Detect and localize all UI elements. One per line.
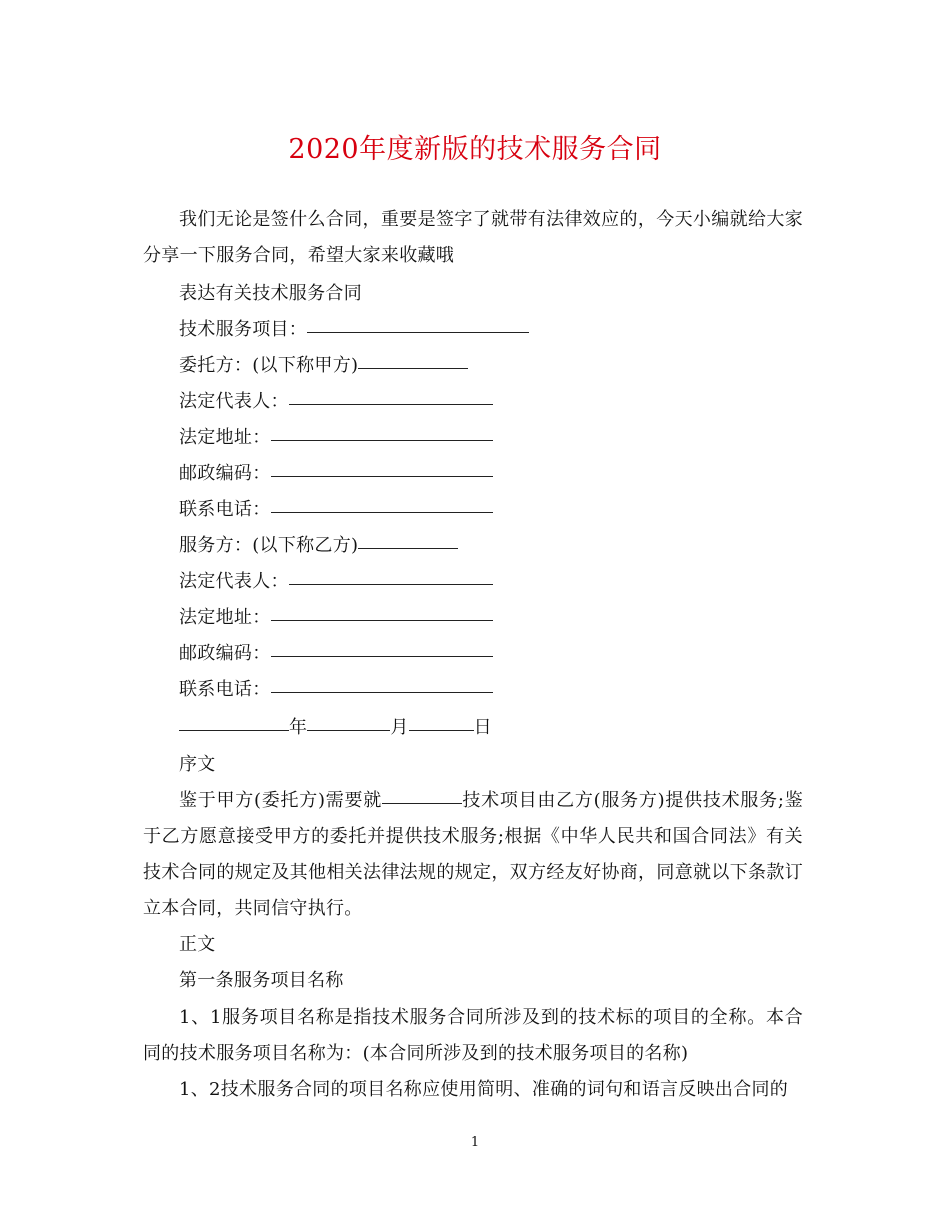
preface-heading: 序文: [179, 754, 216, 775]
section-heading: 表达有关技术服务合同: [179, 283, 362, 304]
field-label: 技术服务项目：: [179, 319, 308, 340]
body-heading: 正文: [179, 934, 216, 955]
project-blank: [382, 781, 462, 804]
blank-line: [271, 634, 493, 657]
field-label: 法定代表人：: [179, 571, 289, 592]
field-party-a-postcode: [179, 456, 493, 492]
field-service-project: [179, 312, 529, 348]
page-number: 1: [470, 1135, 480, 1150]
field-label: 邮政编码：: [179, 463, 271, 484]
blank-line: [271, 670, 493, 693]
preface-text-rest: 技术项目由乙方(服务方)提供技术服务;鉴于乙方愿意接受甲方的委托并提供技术服务;根据《中华人民共和国合同法》有关技术合同的规定及其他相关法律法规的规定，双方经友好协商，同意就以下条款订立本合同，共同信守执行。: [143, 790, 803, 919]
preface-text-start: 鉴于甲方(委托方)需要就: [179, 790, 382, 811]
field-label: 服务方：(以下称乙方): [179, 535, 359, 556]
field-party-b-phone: [179, 672, 493, 708]
intro-paragraph: 我们无论是签什么合同，重要是签字了就带有法律效应的，今天小编就给大家分享一下服务合同，希望大家来收藏哦: [143, 209, 803, 266]
clause-1-2: 1、2技术服务合同的项目名称应使用简明、准确的词句和语言反映出合同的: [179, 1079, 789, 1100]
blank-line: [271, 454, 493, 477]
clause-1-1: 1、1服务项目名称是指技术服务合同所涉及到的技术标的项目的全称。本合同的技术服务项目名称为：(本合同所涉及到的技术服务项目的名称): [143, 1007, 803, 1064]
blank-line: [358, 346, 468, 369]
blank-line: [271, 490, 493, 513]
blank-line: [358, 526, 458, 549]
day-blank: [409, 708, 474, 731]
article-1-heading: 第一条服务项目名称: [179, 970, 344, 991]
day-label: 日: [473, 717, 492, 738]
field-party-a: [179, 348, 468, 384]
field-label: 联系电话：: [179, 679, 271, 700]
field-party-a-address: [179, 420, 493, 456]
blank-line: [289, 562, 493, 585]
field-party-a-representative: [179, 384, 493, 420]
document-title: 2020年度新版的技术服务合同: [288, 134, 662, 165]
blank-line: [289, 382, 493, 405]
field-label: 法定地址：: [179, 427, 271, 448]
field-party-a-phone: [179, 492, 493, 528]
field-label: 联系电话：: [179, 499, 271, 520]
year-blank: [179, 708, 289, 731]
field-party-b: [179, 528, 458, 564]
month-blank: [307, 708, 390, 731]
date-line: [179, 710, 492, 746]
field-party-b-address: [179, 600, 493, 636]
field-label: 法定地址：: [179, 607, 271, 628]
blank-line: [307, 310, 529, 333]
preface-paragraph: [143, 783, 803, 927]
field-label: 委托方：(以下称甲方): [179, 355, 359, 376]
field-label: 邮政编码：: [179, 643, 271, 664]
blank-line: [271, 598, 493, 621]
blank-line: [271, 418, 493, 441]
field-party-b-representative: [179, 564, 493, 600]
month-label: 月: [390, 717, 409, 738]
year-label: 年: [289, 717, 308, 738]
field-label: 法定代表人：: [179, 391, 289, 412]
field-party-b-postcode: [179, 636, 493, 672]
